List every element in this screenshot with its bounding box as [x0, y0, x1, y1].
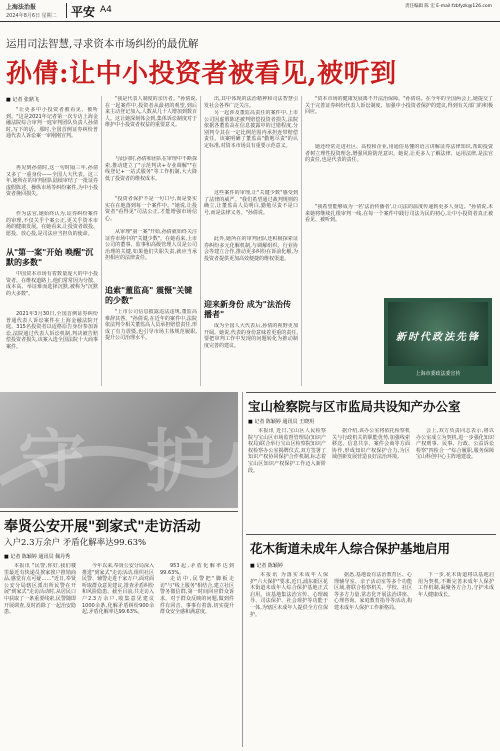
- masthead-editor: 责任编辑 陈 宏 E-mail:fzbfyzk@126.com: [405, 4, 492, 9]
- lead-byline-text: 记者 张鼎飞: [12, 97, 39, 103]
- right-bottom-p1: 本报讯 为落实未成年人保护"六大保护"要求,近日,浦东新区花木街道未成年人综合保护基地正式启用。该基地集法治宣传、心理疏导、司法保护、社会观护等功能于一体,为辖区未成年人提供全方位保护。: [250, 572, 328, 618]
- seal-caption: 上海市委政法委宣传: [415, 371, 461, 377]
- left-article-rule: [0, 511, 238, 512]
- lead-col3-p4: 此外,她所在的审判团队还积极探索证券纠纷多元化解机制,与调解组织、行业协会等建立合作,推动更多纠纷在诉前化解,为投资者提供更加高效便捷的维权渠道。: [204, 236, 298, 262]
- left-article-col-3: [160, 563, 234, 747]
- left-article-byline: ■ 记者 陈颖婷 通讯员 佩丹秀: [4, 554, 71, 560]
- section-name: 平安: [71, 5, 96, 19]
- seal-inner: [388, 302, 488, 366]
- right-bottom-col-3: [418, 572, 494, 747]
- left-article-p2: 今年以来,奉贤公安分局深入推进"到家式"走访活动,组织社区民警、辅警走进千家万户,面对面听取群众意见建议,排查矛盾纠纷和风险隐患。截至目前,共走访入户2.3万余户,收集意见建议1000余条,化解矛盾纠纷900余起,矛盾化解率达99.63%。: [82, 563, 154, 616]
- right-bottom-col-2: [334, 572, 412, 747]
- lead-col2-p1: "我是代表人制度的亲历者。"孙倩说,在一起案件中,投资者从最初的观望,到后来主动登记加入,人数从几十人增加到数百人。这让她深刻体会到,集体诉讼制度对于维护中小投资者权益的重要意义。: [105, 96, 197, 129]
- right-bottom-col-1: [250, 572, 328, 747]
- left-article-title: 奉贤公安开展"到家式"走访活动: [4, 519, 201, 535]
- right-top-col-2: [332, 428, 410, 526]
- lead-col2-p4: 从审理"第一案"开始,孙倩就始终关注证券市场中的"关键少数"。在她看来,上市公司的董事、监事和高级管理人员是公司治理的关键,如果他们失职失责,就应当承担相应的法律责任。: [105, 229, 197, 262]
- col-rule-1: [101, 96, 102, 386]
- col-rule-2: [200, 96, 201, 386]
- right-bottom-rule: [246, 534, 496, 535]
- right-top-title: 宝山检察院与区市监局共设知产办公室: [248, 399, 461, 414]
- lead-col3-p3: 这些案件的审理,让"关键少数"感受到了法律的威严。"我们希望通过裁判规则的确立,让董监高人员明白,勤勉尽责不是口号,而是法律义务。"孙倩说。: [204, 190, 298, 216]
- masthead: [0, 0, 500, 22]
- section-divider: [66, 3, 67, 18]
- lead-kicker: 运用司法智慧,寻求资本市场纠纷的最优解: [6, 38, 199, 50]
- lead-col1-p3: 作为法官,她始终认为,证券纠纷案件的审理,不仅关乎个案公正,更关乎资本市场的健康发展。在她看来,让投资者敢投、愿投、放心投,是司法应当担负的使命。: [6, 211, 98, 237]
- lead-col2-p5: "上市公司信息披露违法违规,董监高难辞其咎。"孙倩说,在近年的案件中,法院依法判令相关董监高人员承担赔偿责任,形成了有力震慑,也引导市场主体规范履职,提升公司治理水平。: [105, 309, 197, 342]
- right-bottom-byline: ■ 记者 陈颖婷: [250, 563, 283, 569]
- right-top-byline: ■ 记者 陈颖婷 通讯员 王晓玥: [248, 419, 315, 425]
- page-vrule: [242, 392, 243, 747]
- lead-subhead-3: 迎来新身份 成为"法治传播者": [204, 300, 291, 319]
- left-article-col-1: [4, 563, 76, 747]
- page-number: A4: [100, 5, 112, 15]
- lead-col4-p3: "我希望能够成为一名'法治传播者',让司法的温度传递到更多人身边。"孙倩说,未来她将继续扎根审判一线,在每一个案件中践行司法为民的初心,让中小投资者真正被看见、被听到。: [305, 204, 493, 224]
- left-article-subtitle: 入户2.3万余户 矛盾化解率达99.63%: [4, 538, 147, 548]
- right-bottom-byline-text: 记者 陈颖婷: [256, 563, 283, 569]
- masthead-rule: [0, 21, 500, 22]
- right-top-p1: 本报讯 近日,宝山区人民检察院与宝山区市场监督管理局(知识产权局)联合举行宝山区检察院知识产权检察办公室揭牌仪式,双方签署了知识产权协同保护合作机制,标志着宝山区知识产权保护工作迈入新阶段。: [248, 428, 326, 474]
- lead-col3-p2: 另一起涉及董监高责任的案件中,上市公司因虚假陈述被判赔偿投资者损失,法院依据各董监高在信息披露中的过错程度,分别判令其在一定比例范围内承担连带赔偿责任。该案明确了董监高"勤勉尽责"的认定标准,对资本市场具有重要示范意义。: [204, 110, 298, 149]
- lead-col2-p3: "投资者保护不是一句口号,而是要实实在在地落到每一个案件中。"她说,让投资者"看得见"司法公正,才能增强市场信心。: [105, 196, 197, 222]
- lead-col3-p1: 出,其中体现的法治精神和司法智慧引发社会各界广泛关注。: [204, 96, 298, 109]
- art-bar: [0, 392, 238, 508]
- lead-col1-p4: 中国资本市场有着数量庞大的中小投资者。在维权道路上,他们常常因为分散、成本高、举证难而选择沉默,被称为"沉默的大多数"。: [6, 271, 98, 297]
- lead-col-2: [105, 96, 197, 386]
- lead-subhead-2: 追索"董监高" 震慑"关键的少数": [105, 286, 193, 305]
- art-swoosh: [0, 392, 238, 508]
- lead-col4-p2: 她还经常走进社区、高校和企业,用通俗易懂的语言讲解证券法律知识,帮助投资者树立理性投资理念,增强风险防范意识。她说,让更多人了解法律、运用法律,是法官的责任,也是代表的责任。: [305, 144, 493, 164]
- lead-col4-p1: "资本市场的健康发展离不开法治保障。"孙倩说。在今年的全国两会上,她提交了关于完善证券纠纷代表人诉讼制度、加强中小投资者保护的建议,得到有关部门的积极回应。: [305, 96, 493, 116]
- lead-col-4: [305, 96, 493, 296]
- lead-col1-p2: 再见到孙倩时,这一句时隔三年,孙倩又多了一重身份——全国人大代表。这三年,她所在的审判团队陆续审结了一批证券虚假陈述、操纵市场等纠纷案件,为中小投资者挽回损失。: [6, 165, 98, 198]
- left-article-col-2: [82, 563, 154, 747]
- masthead-date: 2024年8月6日 星期二: [6, 13, 57, 19]
- lead-byline: ■ 记者 张鼎飞: [6, 97, 39, 103]
- left-article-p1: 本报讯 "民警,你好,我们楼里最近有快递员挨家挨户推销商品,感觉有点可疑……"近日,奉贤公安分局辖区派出所民警在开展"到家式"走访活动时,从居民口中获取了一条重要线索,民警随即开展调查,及时消除了一起治安隐患。: [4, 563, 76, 616]
- left-article-byline-text: 记者 陈颖婷 通讯员 佩丹秀: [10, 554, 71, 560]
- lead-subhead-1: 从"第一案"开始 唤醒"沉默的多数": [6, 248, 94, 267]
- right-bottom-title: 花木街道未成年人综合保护基地启用: [250, 541, 451, 556]
- right-top-byline-text: 记者 陈颖婷 通讯员 王晓玥: [254, 419, 315, 425]
- art-watermark: 守 护: [18, 422, 232, 502]
- right-bottom-p3: 下一步,花木街道将以基地启用为契机,不断完善未成年人保护工作机制,凝聚各方合力,守护未成年人健康成长。: [418, 572, 494, 598]
- col-rule-3: [301, 96, 302, 386]
- right-top-rule: [246, 392, 496, 393]
- lead-col3-p5: 成为全国人大代表后,孙倩的视野更加开阔。她说,代表的身份意味着更重的责任,要把审判工作中发现的问题转化为推动制度完善的建议。: [204, 323, 298, 349]
- lead-col-1: [6, 96, 98, 386]
- lead-title: 孙倩:让中小投资者被看见,被听到: [6, 59, 397, 89]
- lead-col1-p5: 2021年3月30日,全国首例证券纠纷普通代表人诉讼案件在上海金融法院开庭。315名投资者以适格原告身份参加诉讼,法院通过代表人诉讼机制,判决被告赔偿投资者损失,该案入选全国法院十大商事案件。: [6, 311, 98, 350]
- right-top-col-3: [416, 428, 494, 526]
- lead-col1-p1: "让更多中小投资者被看见、被听到。"这是2021年记者第一次专访上海金融法院综合审判一庭审判团队负责人孙倩时,写下的话。那时,全国首例证券纠纷普通代表人诉讼案一审刚刚宣判。: [6, 107, 98, 140]
- left-article-p3: 953起,矛盾化解率达到99.63%。: [160, 563, 234, 576]
- right-bottom-p2: 据悉,基地设有法治教育区、心理辅导室、亲子活动室等多个功能区域,将联合检察机关、学校、社区等多方力量,常态化开展法治讲座、心理咨询、家庭教育指导等活动,构建未成年人保护工作新格局。: [334, 572, 412, 611]
- seal-box: [384, 298, 492, 384]
- right-top-col-1: [248, 428, 326, 526]
- right-top-p2: 据介绍,该办公室将依托检察机关与行政机关的职能优势,加强线索移送、信息共享、案件会商等方面协作,形成知识产权保护合力,为区域创新发展营造良好法治环境。: [332, 428, 410, 461]
- left-article-p4: 走访中,民警把"脚板走访"与"线上服务"相结合,建立社区警务微信群,第一时间回应群众诉求。对于群众反映的问题,做到件件有回音、事事有着落,切实提升群众安全感和满意度。: [160, 576, 234, 616]
- lead-col-3: [204, 96, 298, 386]
- seal-title: 新时代政法先锋: [396, 332, 480, 343]
- masthead-brand: 上海法治报: [6, 4, 37, 11]
- lead-col2-p2: 与此同时,孙倩和团队在审理中不断探索,推动建立了"示范判决+专业调解""在线登记+一站式服务"等工作机制,大大降低了投资者的维权成本。: [105, 156, 197, 182]
- right-top-p3: 会上,双方负责同志表示,将以办公室成立为契机,进一步强化知识产权刑事、民事、行政、公益诉讼检察"四检合一"综合履职,服务保障宝山科创中心主阵地建设。: [416, 428, 494, 461]
